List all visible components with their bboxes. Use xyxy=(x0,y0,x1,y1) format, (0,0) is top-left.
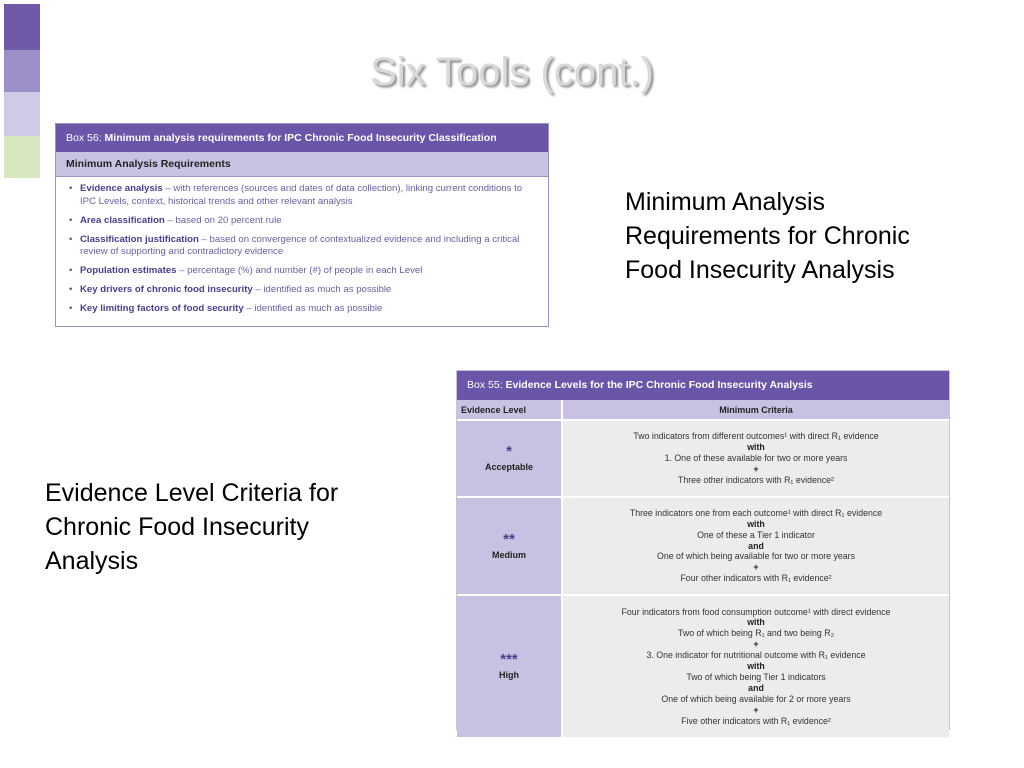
level-name: Medium xyxy=(491,549,526,560)
criteria-line: One of these a Tier 1 indicator xyxy=(697,529,815,540)
criteria-line: Two of which being R₁ and two being R₂ xyxy=(677,628,835,639)
evidence-level-cell xyxy=(457,595,562,738)
level-name: Acceptable xyxy=(484,462,534,472)
list-item: • Area classification – based on 20 percent rule xyxy=(66,215,538,228)
list-item: • Evidence analysis – with references (sources and dates of data collection), linking current conditions to IPC Levels, context, historical trends and other relevant analysis xyxy=(66,183,538,208)
box55-evidence-levels xyxy=(456,370,950,730)
box56-title: Minimum analysis requirements for IPC Chronic Food Insecurity Classification xyxy=(104,132,497,144)
criteria-line: Five other indicators with R₁ evidence² xyxy=(681,715,831,726)
criteria-line: + xyxy=(753,639,759,650)
decor-bar-4 xyxy=(4,136,40,178)
criteria-line: with xyxy=(747,518,765,529)
table-row xyxy=(457,420,949,497)
requirements-list xyxy=(56,177,548,316)
caption-evidence-levels: Evidence Level Criteria for Chronic Food Insecurity Analysis xyxy=(45,479,339,575)
criteria-line: with xyxy=(747,442,765,453)
column-header-minimum-criteria: Minimum Criteria xyxy=(562,400,949,420)
criteria-line: Two of which being Tier 1 indicators xyxy=(686,671,826,682)
criteria-line: and xyxy=(748,540,764,551)
criteria-line: 1. One of these available for two or more years xyxy=(664,453,848,464)
list-item: • Key drivers of chronic food insecurity – identified as much as possible xyxy=(66,284,538,297)
criteria-line: and xyxy=(748,682,764,693)
column-header-evidence-level: Evidence Level xyxy=(457,400,562,420)
criteria-line: 3. One indicator for nutritional outcome with R₁ evidence xyxy=(646,650,866,661)
criteria-line: One of which being available for 2 or more years xyxy=(661,693,851,704)
box56-header xyxy=(56,124,548,152)
criteria-line: Three other indicators with R₁ evidence² xyxy=(677,474,834,485)
box56-number: Box 56: xyxy=(66,132,102,144)
criteria-line: + xyxy=(753,562,759,573)
level-name: High xyxy=(499,670,519,680)
box56-subheading: Minimum Analysis Requirements xyxy=(56,152,548,177)
evidence-table xyxy=(457,400,949,739)
criteria-line: + xyxy=(753,704,759,715)
decor-bar-3 xyxy=(4,92,40,136)
criteria-line: Two indicators from different outcomes¹ with direct R₁ evidence xyxy=(633,431,879,442)
box56-requirements xyxy=(55,123,549,327)
criteria-line: Three indicators one from each outcome¹ with direct R₁ evidence xyxy=(629,507,883,518)
criteria-line: with xyxy=(747,617,765,628)
level-stars: ** xyxy=(503,530,515,548)
criteria-line: with xyxy=(747,661,765,672)
criteria-line: Four other indicators with R₁ evidence² xyxy=(680,573,832,584)
table-row xyxy=(457,497,949,595)
box55-number: Box 55: xyxy=(467,379,503,391)
caption-requirements: Minimum Analysis Requirements for Chronic Food Insecurity Analysis xyxy=(625,188,910,284)
box55-title: Evidence Levels for the IPC Chronic Food Insecurity Analysis xyxy=(505,379,813,391)
list-item: • Key limiting factors of food security – identified as much as possible xyxy=(66,303,538,316)
evidence-level-cell xyxy=(457,497,562,595)
criteria-line: + xyxy=(753,463,759,474)
slide-title: Six Tools (cont.) xyxy=(370,50,654,94)
evidence-level-cell xyxy=(457,420,562,497)
list-item: • Classification justification – based on convergence of contextualized evidence and including a critical review of supporting and contradictory evidence xyxy=(66,234,538,259)
criteria-line: Four indicators from food consumption outcome¹ with direct evidence xyxy=(621,606,891,617)
level-stars: * xyxy=(506,443,512,460)
table-row xyxy=(457,595,949,738)
criteria-cell xyxy=(562,497,949,595)
list-item: • Population estimates – percentage (%) and number (#) of people in each Level xyxy=(66,265,538,278)
criteria-cell xyxy=(562,595,949,738)
criteria-line: One of which being available for two or more years xyxy=(656,551,856,562)
box55-header xyxy=(457,371,949,400)
level-stars: *** xyxy=(500,651,518,668)
decor-bar-1 xyxy=(4,4,40,50)
criteria-cell xyxy=(562,420,949,497)
